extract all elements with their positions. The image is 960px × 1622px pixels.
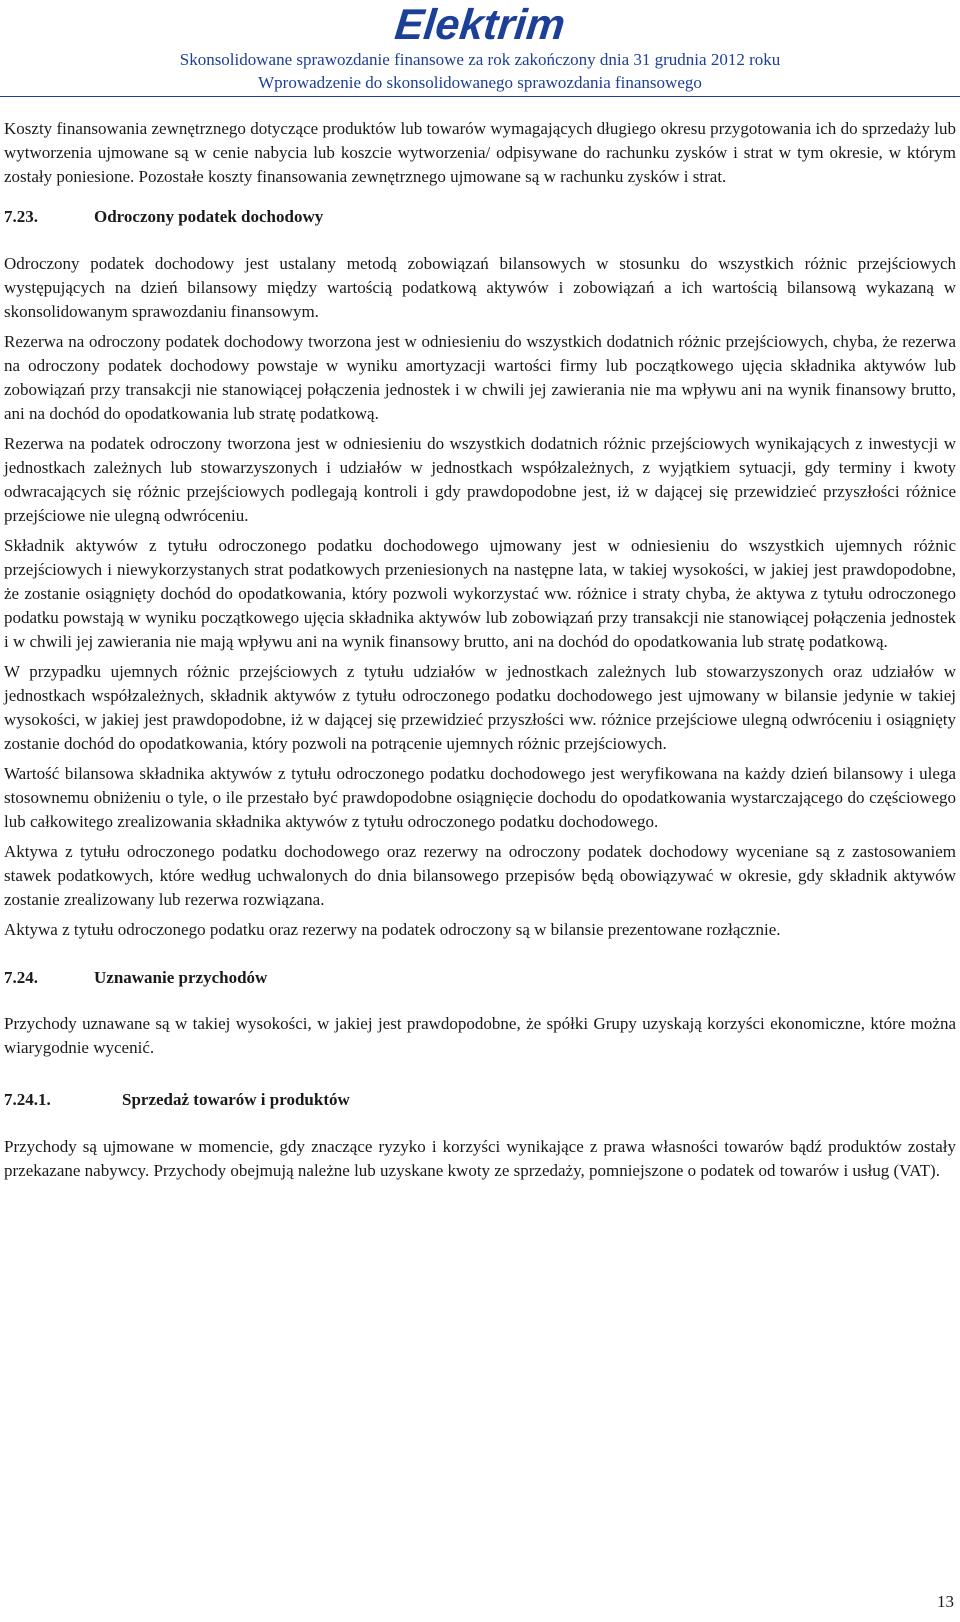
report-subtitle: Wprowadzenie do skonsolidowanego sprawozdania finansowego — [258, 73, 702, 92]
report-title: Skonsolidowane sprawozdanie finansowe za rok zakończony dnia 31 grudnia 2012 roku — [179, 50, 781, 69]
section-title: Uznawanie przychodów — [94, 968, 268, 987]
document-body — [4, 117, 956, 1183]
paragraph: Aktywa z tytułu odroczonego podatku dochodowego oraz rezerwy na odroczony podatek dochodowy wyceniane są z zastosowaniem stawek podatkowych, które według uchwalonych do dnia bilansowego przepisów będą obowiązywać w okresie, gdy składnik aktywów zostanie zrealizowany lub rezerwa rozwiązana. — [4, 842, 956, 909]
section-number: 7.24. — [4, 968, 38, 987]
paragraph: Aktywa z tytułu odroczonego podatku oraz rezerwy na podatek odroczony są w bilansie prezentowane rozłącznie. — [4, 920, 781, 939]
section-heading-7-24 — [4, 966, 956, 990]
section-number: 7.23. — [4, 207, 38, 226]
intro-paragraph: Koszty finansowania zewnętrznego dotyczące produktów lub towarów wymagających długiego okresu przygotowania ich do sprzedaży lub wytworzenia ujmowane są w cenie nabycia lub koszcie wytworzenia/ odpisywane do rachunku zysków i strat w tym okresie, w którym zostały poniesione. Pozostałe koszty finansowania zewnętrznego ujmowane są w rachunku zysków i strat. — [4, 119, 956, 186]
paragraph: Przychody uznawane są w takiej wysokości, w jakiej jest prawdopodobne, że spółki Grupy uzyskają korzyści ekonomiczne, które można wiarygodnie wycenić. — [4, 1014, 956, 1057]
section-number: 7.24.1. — [4, 1090, 51, 1109]
section-heading-7-23 — [4, 205, 956, 229]
paragraph: Odroczony podatek dochodowy jest ustalany metodą zobowiązań bilansowych w stosunku do wszystkich różnic przejściowych występujących na dzień bilansowy między wartością podatkową aktywów i zobowiązań a ich wartością bilansową wykazaną w skonsolidowanym sprawozdaniu finansowym. — [4, 254, 956, 321]
paragraph: Rezerwa na podatek odroczony tworzona jest w odniesieniu do wszystkich dodatnich różnic przejściowych wynikających z inwestycji w jednostkach zależnych lub stowarzyszonych i udziałów w jednostkach współzależnych, z wyjątkiem sytuacji, gdy terminy i kwoty odwracających się różnic przejściowych podlegają kontroli i gdy prawdopodobne jest, iż w dającej się przewidzieć przyszłości różnice przejściowe nie ulegną odwróceniu. — [4, 434, 956, 525]
paragraph: Przychody są ujmowane w momencie, gdy znaczące ryzyko i korzyści wynikające z prawa własności towarów bądź produktów zostały przekazane nabywcy. Przychody obejmują należne lub uzyskane kwoty ze sprzedaży, pomniejszone o podatek od towarów i usług (VAT). — [4, 1137, 956, 1180]
section-title: Odroczony podatek dochodowy — [94, 207, 324, 226]
page-number: 13 — [937, 1592, 954, 1611]
paragraph: Wartość bilansowa składnika aktywów z tytułu odroczonego podatku dochodowego jest weryfikowana na każdy dzień bilansowy i ulega stosownemu obniżeniu o tyle, o ile przestało być prawdopodobne osiągnięcie dochodu do opodatkowania wystarczającego do częściowego lub całkowitego zrealizowania składnika aktywów z tytułu odroczonego podatku dochodowego. — [4, 764, 956, 831]
elektrim-logo: Elektrim — [392, 1, 568, 49]
section-title: Sprzedaż towarów i produktów — [122, 1090, 350, 1109]
section-heading-7-24-1 — [4, 1088, 956, 1112]
header-divider — [0, 96, 960, 97]
page-header — [0, 0, 960, 96]
paragraph: Składnik aktywów z tytułu odroczonego podatku dochodowego ujmowany jest w odniesieniu do wszystkich ujemnych różnic przejściowych i niewykorzystanych strat podatkowych przeniesionych na następne lata, w takiej wysokości, w jakiej jest prawdopodobne, że zostanie osiągnięty dochód do opodatkowania, który pozwoli wykorzystać ww. różnice i straty chyba, że aktywa z tytułu odroczonego podatku powstają w wyniku początkowego ujęcia składnika aktywów lub zobowiązań przy transakcji nie stanowiącej połączenia jednostek i w chwili jej zawierania nie mają wpływu ani na wynik finansowy brutto, ani na dochód do opodatkowania lub stratę podatkową. — [4, 536, 956, 651]
paragraph: W przypadku ujemnych różnic przejściowych z tytułu udziałów w jednostkach zależnych lub stowarzyszonych oraz udziałów w jednostkach współzależnych, składnik aktywów z tytułu odroczonego podatku dochodowego jest ujmowany w bilansie jedynie w takiej wysokości, w jakiej jest prawdopodobne, iż w dającej się przewidzieć przyszłości ww. różnice przejściowe ulegną odwróceniu i osiągnięty zostanie dochód do opodatkowania, który pozwoli na potrącenie ujemnych różnic przejściowych. — [4, 662, 956, 753]
paragraph: Rezerwa na odroczony podatek dochodowy tworzona jest w odniesieniu do wszystkich dodatnich różnic przejściowych, chyba, że rezerwa na odroczony podatek dochodowy powstaje w wyniku amortyzacji wartości firmy lub początkowego ujęcia składnika aktywów lub zobowiązań przy transakcji nie stanowiącej połączenia jednostek i w chwili jej zawierania nie ma wpływu ani na wynik finansowy brutto, ani na dochód do opodatkowania lub stratę podatkową. — [4, 332, 956, 423]
